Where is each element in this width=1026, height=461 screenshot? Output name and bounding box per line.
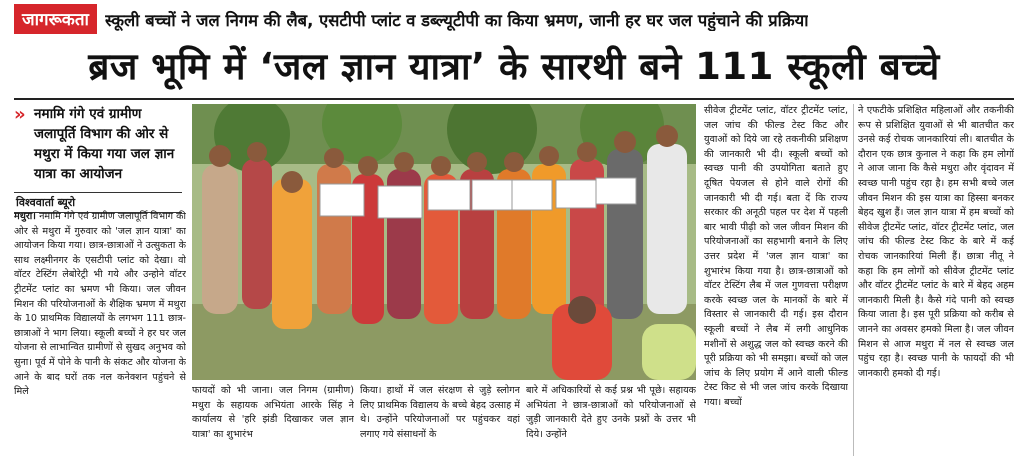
deck-marker-icon: » [14, 104, 26, 125]
column-5: ने एफटीके प्रशिक्षित महिलाओं और तकनीकी रूप से प्रशिक्षित युवाओं से भी बातचीत कर उनसे कई रोचक जानकारियां ली। बातचीत के दौरान एक छात्र कुनाल ने कहा कि हम लोगों ने आज जाना कि कैसे मथुरा और वृंदावन में स्वच्छ पानी पहुंच रहा है। हम सभी बच्चे जल जीवन मिशन की इस यात्रा का हिस्सा बनकर बेहद खुश हैं। जल ज्ञान यात्रा में हम बच्चों को सीवेज ट्रीटमेंट प्लांट, वॉटर ट्रीटमेंट प्लांट, जल जांच की फील्ड टेस्ट किट के बारे में कई रोचक जानकारियां मिली हैं। छात्रा नीतू ने कहा कि हम लोगों को सीवेज ट्रीटमेंट प्लांट और वॉटर ट्रीटमेंट प्लांट के बारे में बेहद अहम जानकारी मिली है। कैसे गंदे पानी को स्वच्छ किया जाता है। इस पूरी प्रक्रिया को करीब से जानने का अवसर हमको मिला है। जल जीवन मिशन से आज मथुरा में नल से स्वच्छ जल पहुंच रहा है। स्वच्छ पानी के फायदों की भी जानकारी हमको दी गई। [858, 105, 1014, 379]
headline: ब्रज भूमि में ‘जल ज्ञान यात्रा’ के सारथी बने 111 स्कूली बच्चे [88, 45, 940, 88]
column-1-body: नमामि गंगे एवं ग्रामीण जलापूर्ति विभाग की ओर से मथुरा में गुरुवार को 'जल ज्ञान यात्रा' का आयोजन किया गया। छात्र-छात्राओं ने उत्सुकता के साथ लक्ष्मीनगर के एसटीपी प्लांट को देखा। वो वॉटर टेस्टिंग लेबोरेट्री भी गये और उन्होने वॉटर ट्रीटमेंट प्लांट का भ्रमण भी किया। जल जीवन मिशन की परियोजनाओं के शैक्षिक भ्रमण में मथुरा के 10 प्राथमिक विद्यालयों के लगभग 111 छात्र-छात्राओं ने भाग लिया। स्कूली बच्चों ने हर घर जल योजना से लाभान्वित ग्रामीणों से सुखद अनुभव को सुना। पूर्व में पोने के पानी के संकट और योजना के आने के बाद घरों तक नल कनेक्शन पहुंचने से मिले [14, 211, 186, 398]
column-below-photo-3: बारे में अधिकारियों से कई प्रश्न भी पूछे। सहायक अभियंता ने छात्र-छात्राओं को परियोजनाओं से जुड़ी जानकारी देते हुए उनके प्रश्नों के उत्तर भी दिये। उन्होंने [526, 385, 696, 440]
deck [14, 104, 182, 190]
column-1 [14, 210, 186, 456]
column-below-photo-2: किया। हाथों में जल संरक्षण से जुड़े स्लोगन लिए प्राथमिक विद्यालय के बच्चे बेहद उत्साह में थे। उन्होंने परियोजनाओं पर पहुंचकर वहां लगाए गये संसाधनों के [360, 385, 520, 440]
kicker [14, 4, 1014, 34]
kicker-tag: जागरूकता [14, 4, 97, 34]
headline-rule [14, 98, 1014, 100]
byline: विश्ववार्ता ब्यूरो [14, 192, 182, 213]
deck-text: नमामि गंगे एवं ग्रामीण जलापूर्ति विभाग की ओर से मथुरा में किया गया जल ज्ञान यात्रा का आयोजन [34, 106, 175, 182]
column-below-photo-1: फायदों को भी जाना। जल निगम (ग्रामीण) मथुरा के सहायक अभियंता आरके सिंह ने कार्यालय से 'हरि झंडी दिखाकर जल ज्ञान यात्रा' का शुभारंभ [192, 385, 354, 440]
dateline: मथुरा। [14, 211, 36, 222]
news-photo [192, 104, 696, 380]
kicker-text: स्कूली बच्चों ने जल निगम की लैब, एसटीपी प्लांट व डब्ल्यूटीपी का किया भ्रमण, जानी हर घर जल पहुंचाने की प्रक्रिया [104, 10, 809, 30]
photo-illustration [192, 104, 696, 380]
column-4: सीवेज ट्रीटमेंट प्लांट, वॉटर ट्रीटमेंट प्लांट, जल जांच की फील्ड टेस्ट किट और युवाओं को दिये जा रहे तकनीकी प्रशिक्षण की जानकारी भी दी। स्कूली बच्चों को स्वच्छ पानी की उपयोगिता बताते हुए दूषित पेयजल से होने वाले रोगों की जानकारी भी दी गई। बता दें कि राज्य सरकार की अनूठी पहल पर देश में पहली बार भावी पीढ़ी को जल जीवन मिशन की परियोजनाओं का सहभागी बनाने के लिए उत्तर प्रदेश में 'जल ज्ञान यात्रा' का शुभारंभ किया गया है। छात्र-छात्राओं को वॉटर टेस्टिंग लैब में जल गुणवत्ता परीक्षण करके स्वच्छ जल के मानकों के बारे में विस्तार से जानकारी दी गई। इस दौरान स्कूली बच्चों ने लैब में लगी आधुनिक मशीनों से अशुद्ध जल को स्वच्छ करने की पूरी प्रक्रिया को भी समझा। बच्चों को जल जांच के लिए प्रयोग में आने वाली फील्ड टेस्ट किट से भी जल जांच करके दिखाया गया। बच्चों [704, 105, 848, 408]
column-divider [853, 104, 854, 456]
